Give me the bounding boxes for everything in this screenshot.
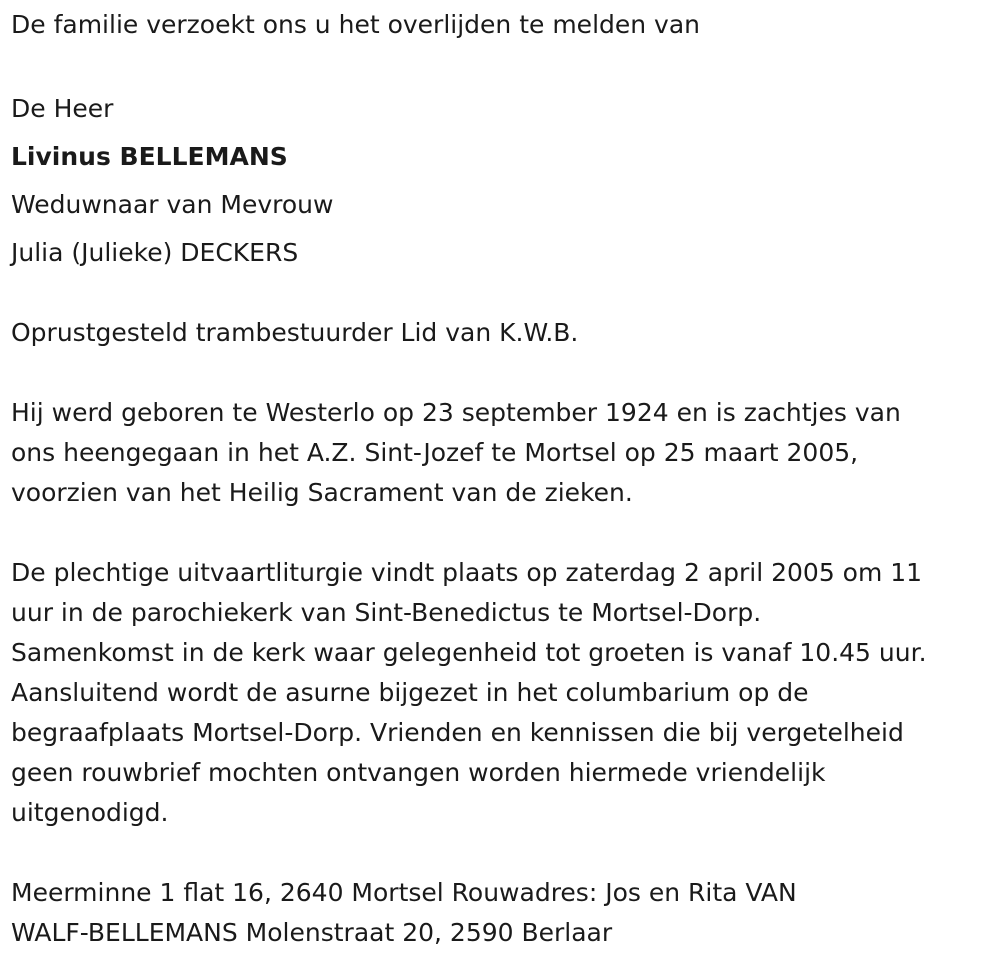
spacer [11,513,989,553]
funeral-line: begraafplaats Mortsel-Dorp. Vrienden en kennissen die bij vergetelheid [11,718,904,747]
address-line: Meerminne 1 flat 16, 2640 Mortsel Rouwadres: Jos en Rita VAN [11,878,797,907]
spacer [11,277,989,313]
birth-paragraph [11,393,989,513]
address-line: WALF-BELLEMANS Molenstraat 20, 2590 Berlaar [11,918,613,947]
funeral-paragraph [11,553,989,833]
spouse-label: Weduwnaar van Mevrouw [11,190,334,219]
birth-line: ons heengegaan in het A.Z. Sint-Jozef te Mortsel op 25 maart 2005, [11,438,859,467]
funeral-line: De plechtige uitvaartliturgie vindt plaats op zaterdag 2 april 2005 om 11 [11,558,923,587]
funeral-line: uur in de parochiekerk van Sint-Benedictus te Mortsel-Dorp. [11,598,762,627]
funeral-line: geen rouwbrief mochten ontvangen worden hiermede vriendelijk [11,758,826,787]
occupation: Oprustgesteld trambestuurder Lid van K.W.B. [11,318,579,347]
spacer [11,353,989,393]
intro-text: De familie verzoekt ons u het overlijden te melden van [11,10,701,39]
birth-line: voorzien van het Heilig Sacrament van de zieken. [11,478,633,507]
funeral-line: Aansluitend wordt de asurne bijgezet in het columbarium op de [11,678,809,707]
spouse-name: Julia (Julieke) DECKERS [11,238,299,267]
birth-line: Hij werd geboren te Westerlo op 23 september 1924 en is zachtjes van [11,398,901,427]
spacer [11,833,989,873]
funeral-line: Samenkomst in de kerk waar gelegenheid tot groeten is vanaf 10.45 uur. [11,638,927,667]
salutation: De Heer [11,94,114,123]
funeral-line: uitgenodigd. [11,798,169,827]
spacer [11,45,989,85]
deceased-name: Livinus BELLEMANS [11,142,288,171]
address-paragraph [11,873,989,953]
